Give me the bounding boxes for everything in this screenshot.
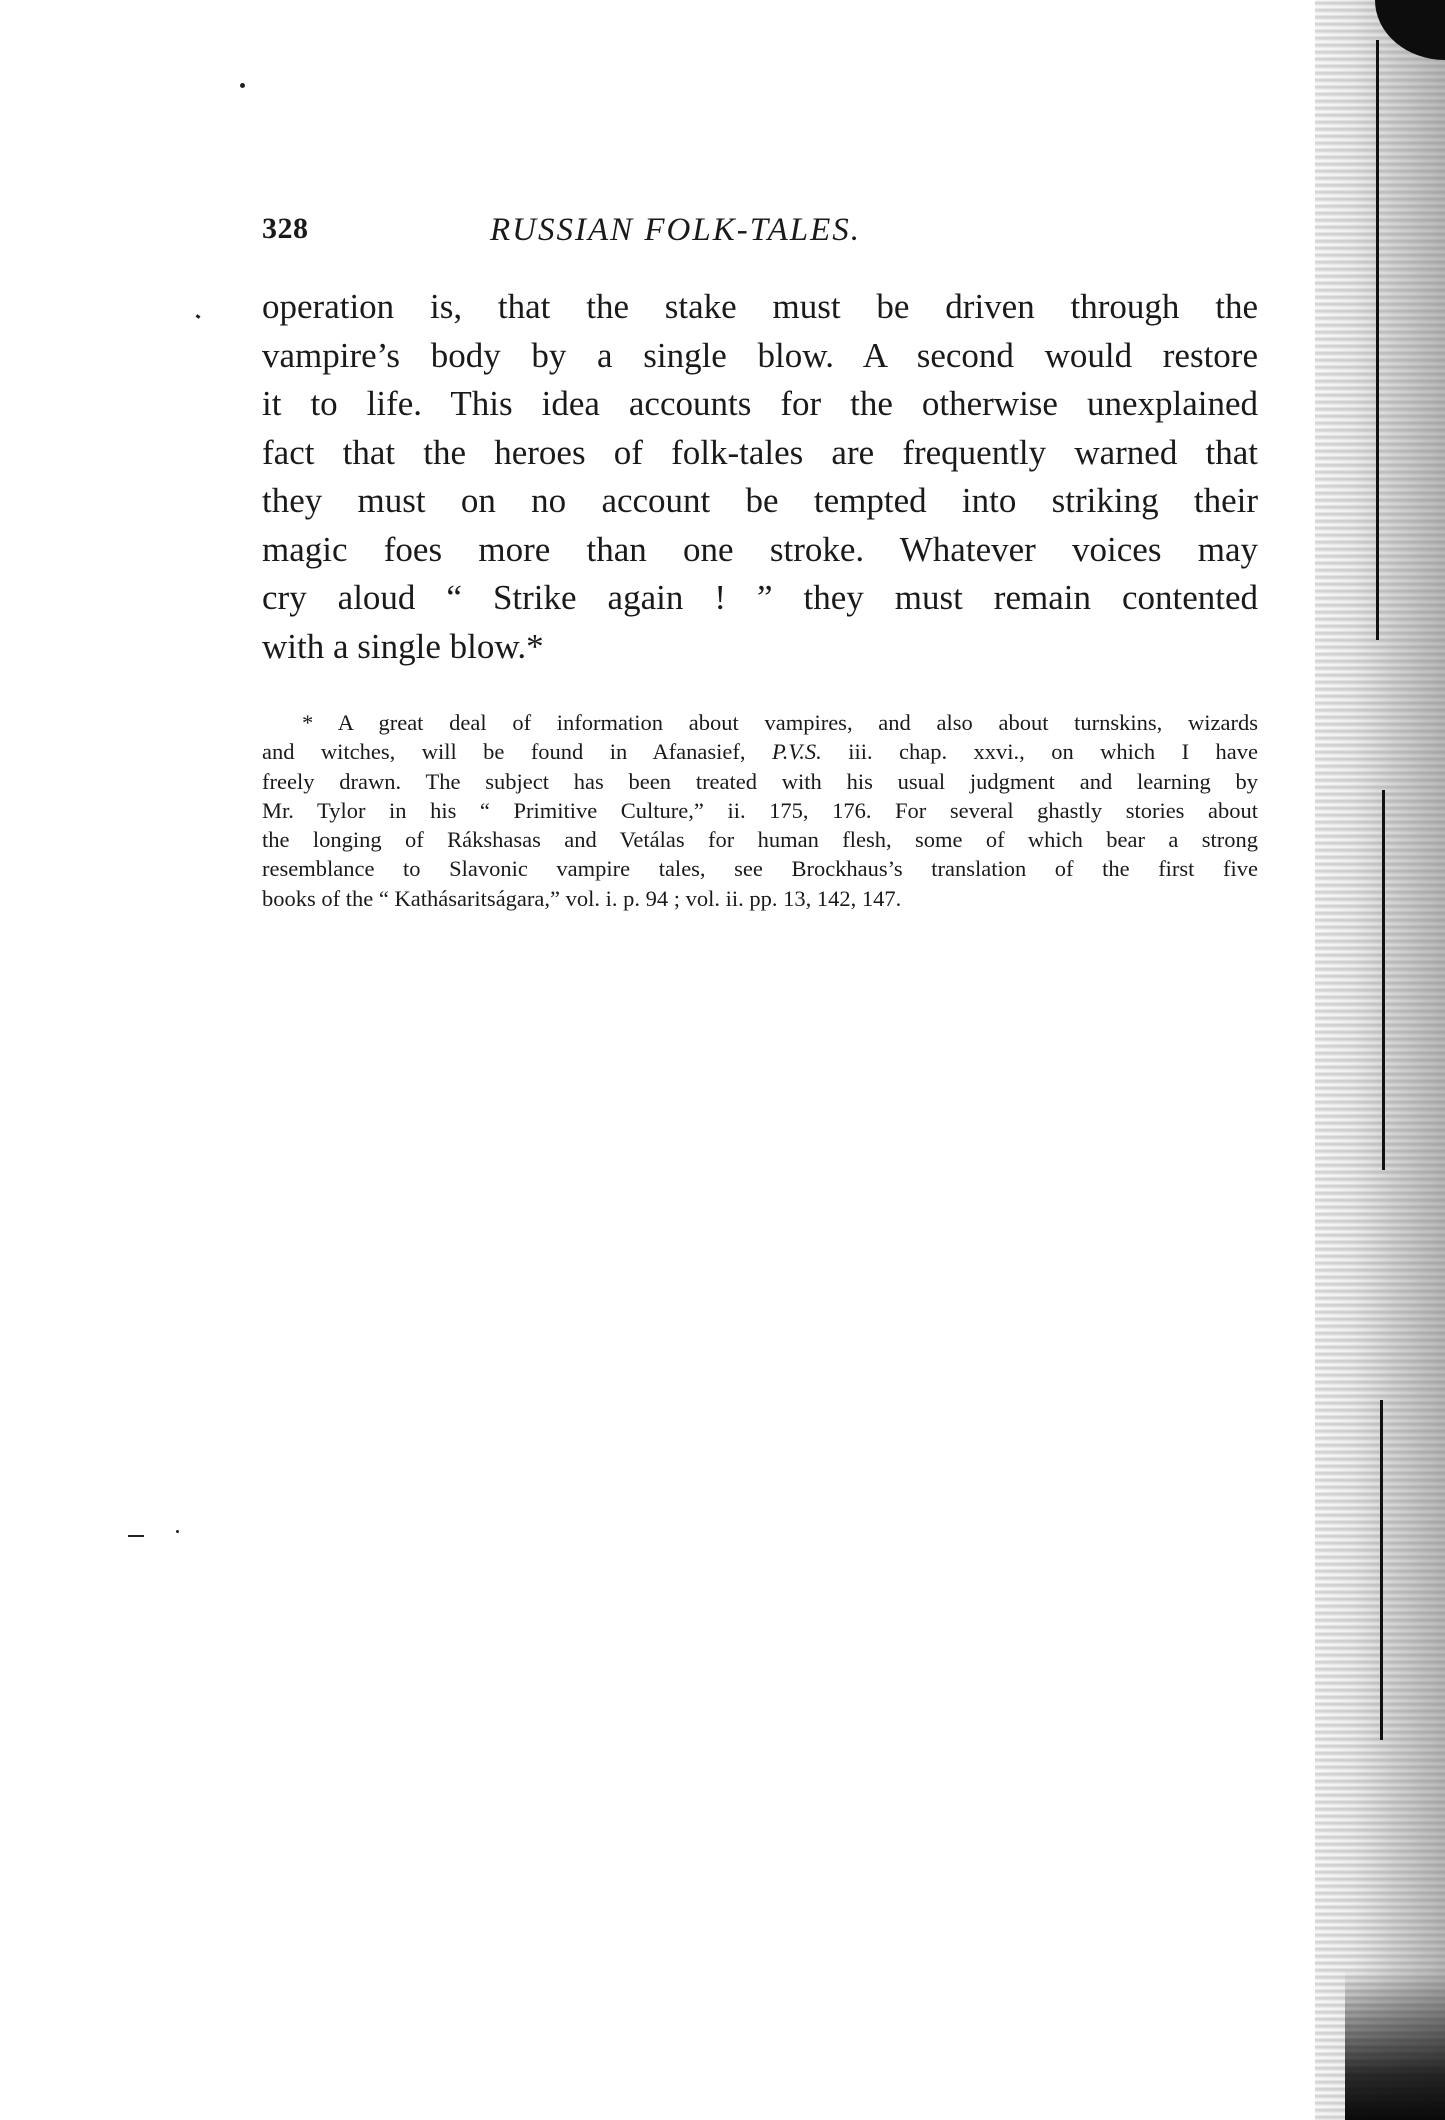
- binding-rule: [1382, 790, 1385, 1170]
- binding-base: [1345, 1970, 1445, 2120]
- body-line: cry aloud “ Strike again ! ” they must remain contented: [262, 578, 1258, 617]
- page-number: 328: [262, 212, 309, 245]
- footnote-text: iii. chap. xxvi., on which I have: [848, 739, 1258, 765]
- body-line: with a single blow.*: [262, 626, 544, 666]
- footnote-text: and witches, will be found in Afanasief,: [262, 739, 746, 765]
- footnote-line: * A great deal of information about vampires, and also about turnskins, wizards: [302, 710, 1258, 735]
- footnote-line: Mr. Tylor in his “ Primitive Culture,” ii. 175, 176. For several ghastly stories about: [262, 797, 1258, 823]
- ink-speck: [176, 1530, 179, 1533]
- body-line: magic foes more than one stroke. Whatever voices may: [262, 529, 1258, 569]
- ink-speck: [128, 1535, 144, 1537]
- footnote-line: the longing of Rákshasas and Vetálas for human flesh, some of which bear a strong: [262, 827, 1258, 853]
- binding-rule: [1376, 40, 1379, 640]
- body-line: it to life. This idea accounts for the otherwise unexplained: [262, 384, 1258, 423]
- body-line: operation is, that the stake must be driven through the: [262, 287, 1258, 326]
- footnote: [262, 708, 1258, 913]
- footnote-line: books of the “ Kathásaritságara,” vol. i. p. 94 ; vol. ii. pp. 13, 142, 147.: [262, 885, 902, 911]
- body-line: fact that the heroes of folk-tales are frequently warned that: [262, 432, 1258, 472]
- body-paragraph: [262, 283, 1258, 671]
- footnote-reference: P.V.S.: [771, 739, 822, 765]
- binding-edge-shadow: [1310, 0, 1445, 2120]
- binding-shadow: [1315, 0, 1445, 2120]
- ink-speck: [196, 314, 201, 319]
- body-line: vampire’s body by a single blow. A second would restore: [262, 335, 1258, 375]
- body-line: they must on no account be tempted into striking their: [262, 481, 1258, 520]
- footnote-line: resemblance to Slavonic vampire tales, see Brockhaus’s translation of the first five: [262, 856, 1258, 882]
- binding-rule: [1380, 1400, 1383, 1740]
- running-head: [262, 212, 1262, 252]
- footnote-line: [262, 737, 1258, 766]
- footnote-line: freely drawn. The subject has been treated with his usual judgment and learning by: [262, 768, 1258, 794]
- ink-speck: [240, 83, 245, 88]
- running-title: RUSSIAN FOLK-TALES.: [490, 212, 862, 248]
